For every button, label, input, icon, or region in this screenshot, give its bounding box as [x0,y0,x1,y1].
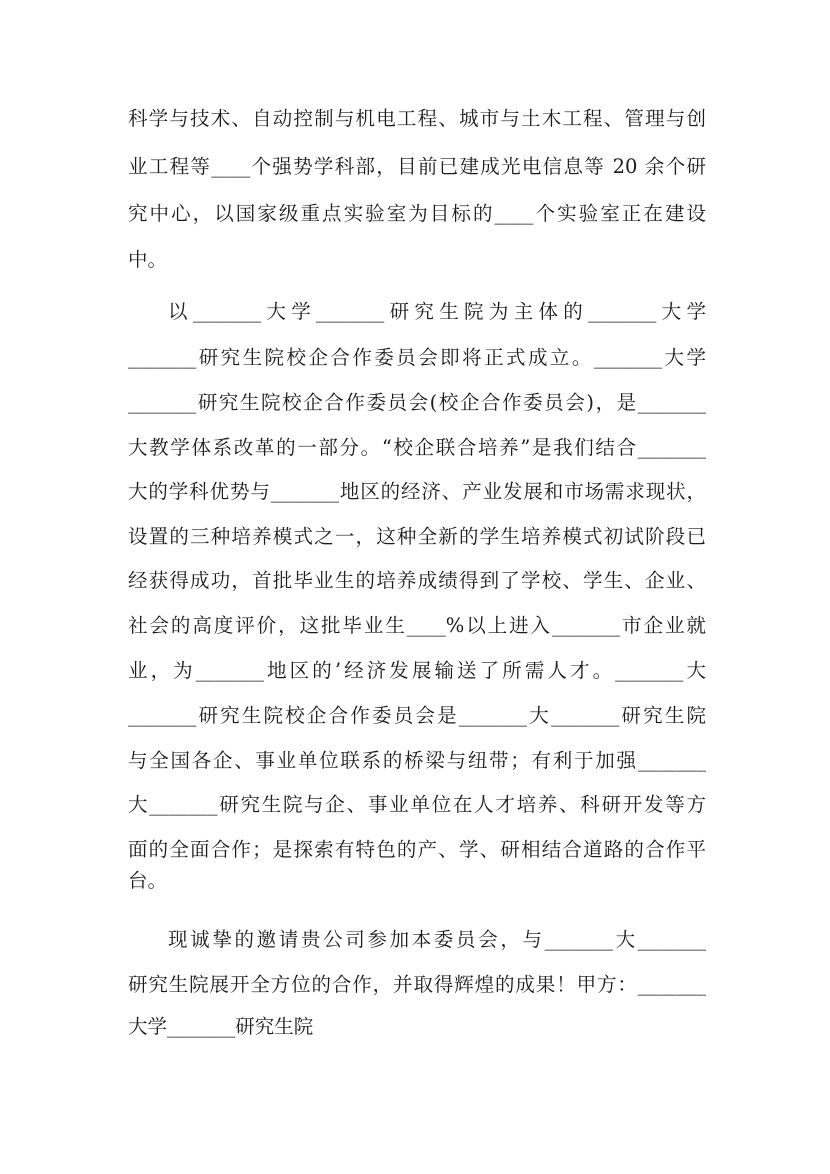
paragraph-1-line-3: 究中心，以国家级重点实验室为目标的____个实验室正在建设 [128,202,706,225]
paragraph-2-line-7: 经获得成功，首批毕业生的培养成绩得到了学校、学生、企业、 [128,569,706,592]
paragraph-1-line-4: 中。 [128,248,168,271]
paragraph-2-line-10: _______研究生院校企合作委员会是_______大_______研究生院 [128,704,706,727]
paragraph-2-line-4: 大教学体系改革的一部分。“校企联合培养”是我们结合_______ [128,436,706,459]
paragraph-2-line-9: 业，为_______地区的’经济发展输送了所需人才。_______大 [128,659,706,682]
paragraph-2-line-14: 台。 [128,869,168,892]
paragraph-3-line-1: 现诚挚的邀请贵公司参加本委员会，与_______大_______ [168,928,706,951]
paragraph-2-line-6: 设置的三种培养模式之一，这种全新的学生培养模式初试阶段已 [128,525,706,548]
paragraph-1-line-1: 科学与技术、自动控制与机电工程、城市与土木工程、管理与创 [128,107,706,130]
paragraph-3-line-2: 研究生院展开全方位的合作，并取得辉煌的成果！甲方：_______ [128,973,706,996]
paragraph-1-line-2: 业工程等____个强势学科部，目前已建成光电信息等 20 余个研 [128,155,706,178]
paragraph-3-line-3: 大学_______研究生院 [128,1015,314,1038]
paragraph-2-line-12: 大_______研究生院与企、事业单位在人才培养、科研开发等方 [128,793,706,816]
paragraph-2-line-1: 以_______大学_______研究生院为主体的_______大学 [168,300,706,323]
paragraph-2-line-13: 面的全面合作；是探索有特色的产、学、研相结合道路的合作平 [128,838,706,861]
paragraph-2-line-3: _______研究生院校企合作委员会(校企合作委员会)，是_______ [128,391,706,414]
paragraph-2-line-11: 与全国各企、事业单位联系的桥梁与纽带；有利于加强_______ [128,749,706,772]
paragraph-2-line-2: _______研究生院校企合作委员会即将正式成立。_______大学 [128,346,706,369]
paragraph-2-line-5: 大的学科优势与_______地区的经济、产业发展和市场需求现状， [128,480,706,503]
paragraph-2-line-8: 社会的高度评价，这批毕业生____%以上进入_______市企业就 [128,614,706,637]
